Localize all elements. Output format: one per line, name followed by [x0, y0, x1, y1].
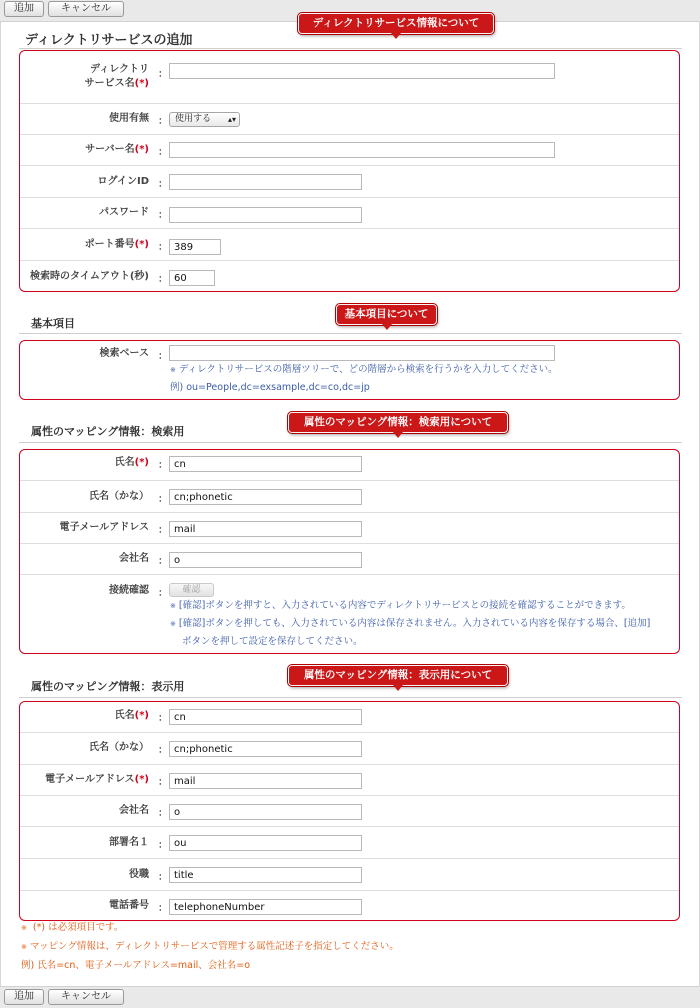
- colon: ：: [158, 116, 168, 127]
- confirm-button[interactable]: 確認: [169, 583, 214, 597]
- search-base-note-text: ディレクトリサービスの階層ツリーで、どの階層から検索を行うかを入力してください。: [178, 364, 558, 375]
- colon: ：: [158, 777, 168, 788]
- row-timeout: [20, 260, 679, 291]
- required-mark: (*): [134, 78, 149, 89]
- confirm-note-3: ボタンを押して設定を保存してください。: [182, 636, 363, 647]
- row-login-id: [20, 165, 679, 197]
- enabled-select-value: 使用する: [175, 114, 212, 124]
- colon: ：: [158, 147, 168, 158]
- directory-name-label: [85, 63, 149, 91]
- row-search-name: [20, 450, 679, 480]
- confirm-note-2-text: [確認]ボタンを押しても、入力されている内容は保存されません。入力されている内容を保存する場合、[追加]: [178, 618, 651, 629]
- colon: ：: [158, 179, 168, 190]
- row-display-email: [20, 764, 679, 795]
- callout-directory-info: ディレクトリサービス情報について: [298, 13, 494, 34]
- row-server: [20, 134, 679, 165]
- confirm-note-2: [170, 615, 650, 633]
- search-name-label: [115, 456, 149, 470]
- search-email-input[interactable]: [169, 521, 362, 537]
- confirm-note-1: [170, 597, 631, 615]
- display-phone-input[interactable]: [169, 899, 362, 915]
- display-company-label: 会社名: [119, 805, 149, 816]
- required-mark: (*): [134, 710, 149, 721]
- required-mark: (*): [134, 144, 149, 155]
- colon: ：: [158, 872, 168, 883]
- page-title: ディレクトリサービスの追加: [25, 33, 193, 48]
- search-base-example: 例) ou=People,dc=exsample,dc=co,dc=jp: [170, 382, 370, 393]
- search-base-note: [170, 361, 558, 379]
- row-enabled: [20, 103, 679, 134]
- search-company-input[interactable]: [169, 552, 362, 568]
- colon: ：: [158, 556, 168, 567]
- add-button[interactable]: 追加: [4, 1, 44, 17]
- bottom-toolbar: [0, 986, 700, 1008]
- login-id-input[interactable]: [169, 174, 362, 190]
- basic-divider: [19, 333, 682, 334]
- colon: ：: [158, 713, 168, 724]
- row-display-dept: [20, 826, 679, 858]
- row-display-name: [20, 702, 679, 732]
- search-email-label: 電子メールアドレス: [59, 522, 149, 533]
- port-input[interactable]: [169, 239, 221, 255]
- display-dept-label: 部署名１: [109, 837, 149, 848]
- row-display-phone: [20, 890, 679, 920]
- row-display-kana: [20, 732, 679, 764]
- search-base-input[interactable]: [169, 345, 555, 361]
- row-display-title: [20, 858, 679, 890]
- display-email-label-text: 電子メールアドレス: [45, 774, 135, 785]
- colon: ：: [158, 745, 168, 756]
- directory-name-input[interactable]: [169, 63, 555, 79]
- password-label: パスワード: [99, 207, 149, 218]
- display-email-label: [45, 773, 149, 787]
- mapping-example: 例) 氏名=cn、電子メールアドレス=mail、会社名=o: [21, 960, 251, 971]
- server-label-text: サーバー名: [85, 144, 135, 155]
- select-arrows-icon: ▴▾: [227, 115, 236, 124]
- search-kana-label: 氏名（かな）: [89, 491, 149, 502]
- row-directory-name: [20, 51, 679, 103]
- colon: ：: [158, 242, 168, 253]
- enabled-select[interactable]: [169, 112, 240, 127]
- connection-check-label: 接続確認: [109, 585, 149, 596]
- port-label: [85, 238, 149, 252]
- search-mapping-title: 属性のマッピング情報：検索用: [31, 425, 185, 438]
- server-label: [85, 143, 149, 157]
- callout-search-mapping: 属性のマッピング情報：検索用について: [288, 412, 508, 433]
- cancel-button[interactable]: キャンセル: [48, 1, 124, 17]
- row-search-company: [20, 543, 679, 574]
- mapping-note: [21, 938, 399, 956]
- password-input[interactable]: [169, 207, 362, 223]
- colon: ：: [158, 525, 168, 536]
- row-display-company: [20, 795, 679, 826]
- required-mark: (*): [134, 239, 149, 250]
- server-input[interactable]: [169, 142, 555, 158]
- colon: ：: [158, 808, 168, 819]
- colon: ：: [158, 903, 168, 914]
- callout-basic: 基本項目について: [336, 304, 437, 325]
- directory-name-label-line2: サービス名: [84, 78, 135, 89]
- note-mark: ※: [170, 602, 176, 610]
- display-phone-label: 電話番号: [109, 900, 149, 911]
- row-port: [20, 228, 679, 260]
- search-name-input[interactable]: [169, 456, 362, 472]
- search-mapping-divider: [19, 442, 682, 443]
- timeout-input[interactable]: [169, 270, 215, 286]
- row-connection-check: [20, 574, 679, 653]
- display-kana-input[interactable]: [169, 741, 362, 757]
- required-note-text: (*) は必須項目です。: [32, 922, 124, 933]
- note-mark: ※: [21, 943, 27, 951]
- note-mark: ※: [21, 924, 27, 932]
- colon: ：: [158, 210, 168, 221]
- colon: ：: [158, 494, 168, 505]
- display-mapping-title: 属性のマッピング情報：表示用: [31, 680, 185, 693]
- timeout-label: 検索時のタイムアウト(秒): [30, 271, 149, 282]
- colon: ：: [158, 840, 168, 851]
- search-mapping-panel: [19, 449, 680, 654]
- callout-display-mapping: 属性のマッピング情報：表示用について: [288, 665, 508, 686]
- colon: ：: [158, 69, 168, 80]
- colon: ：: [158, 588, 168, 599]
- colon: ：: [158, 351, 168, 362]
- main-content: [0, 17, 700, 986]
- title-divider: [19, 48, 682, 49]
- cancel-button-bottom[interactable]: キャンセル: [48, 989, 124, 1005]
- login-id-label: ログインID: [97, 176, 149, 187]
- required-note: [21, 919, 123, 937]
- display-mapping-panel: [19, 701, 680, 921]
- basic-section-title: 基本項目: [31, 317, 75, 330]
- search-kana-input[interactable]: [169, 489, 362, 505]
- colon: ：: [158, 460, 168, 471]
- row-search-kana: [20, 480, 679, 512]
- display-email-input[interactable]: [169, 773, 362, 789]
- port-label-text: ポート番号: [84, 239, 135, 250]
- basic-panel: [19, 340, 680, 400]
- required-mark: (*): [134, 774, 149, 785]
- search-name-label-text: 氏名: [114, 457, 135, 468]
- directory-name-label-line1: ディレクトリ: [90, 64, 149, 75]
- display-company-input[interactable]: [169, 804, 362, 820]
- confirm-note-1-text: [確認]ボタンを押すと、入力されている内容でディレクトリサービスとの接続を確認することができます。: [178, 600, 631, 611]
- display-dept-input[interactable]: [169, 835, 362, 851]
- display-title-label: 役職: [129, 869, 149, 880]
- enabled-label: 使用有無: [109, 113, 149, 124]
- display-name-input[interactable]: [169, 709, 362, 725]
- note-mark: ※: [170, 620, 176, 628]
- display-name-label-text: 氏名: [114, 710, 135, 721]
- required-mark: (*): [134, 457, 149, 468]
- colon: ：: [158, 274, 168, 285]
- row-search-email: [20, 512, 679, 543]
- row-password: [20, 197, 679, 228]
- display-name-label: [115, 709, 149, 723]
- mapping-note-text: マッピング情報は、ディレクトリサービスで管理する属性記述子を指定してください。: [29, 941, 399, 952]
- directory-info-panel: [19, 50, 680, 292]
- search-base-label: 検索ベース: [99, 348, 149, 359]
- add-button-bottom[interactable]: 追加: [4, 989, 44, 1005]
- display-title-input[interactable]: [169, 867, 362, 883]
- note-mark: ※: [170, 366, 176, 374]
- search-company-label: 会社名: [119, 553, 149, 564]
- display-mapping-divider: [19, 697, 682, 698]
- display-kana-label: 氏名（かな）: [89, 742, 149, 753]
